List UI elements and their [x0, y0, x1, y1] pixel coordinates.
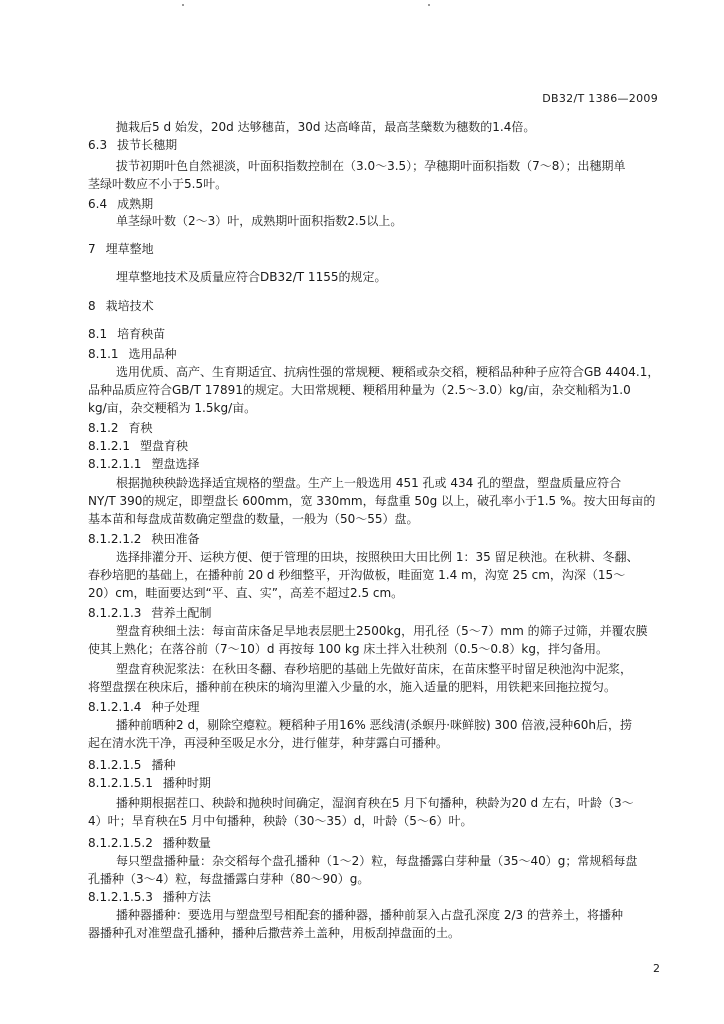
section-title: 播种时期	[162, 776, 211, 790]
paragraph-line: 20）cm，畦面要达到“平、直、实”，高差不超过2.5 cm。	[88, 586, 404, 600]
paragraph-line: 塑盘育秧泥浆法：在秋田冬翻、春秒培肥的基础上先做好苗床，在苗床整平时留足秧池沟中泥浆，	[116, 662, 633, 676]
section-heading	[88, 419, 153, 437]
section-heading	[88, 756, 175, 774]
section-title: 塑盘选择	[151, 457, 200, 471]
section-number: 8.1.2.1.2	[88, 532, 142, 546]
paragraph-line: 选择排灌分开、运秧方便、便于管理的田块，按照秧田大田比例 1：35 留足秧池。在秋耕、冬翻、	[116, 550, 639, 564]
section-heading	[88, 325, 165, 343]
paragraph-line: 单茎绿叶数（2～3）叶，成熟期叶面积指数2.5以上。	[116, 214, 403, 228]
paragraph-line: 塑盘育秧细土法：每亩苗床备足旱地表层肥土2500kg，用孔径（5～7）mm 的筛子过筛，并覆农膜	[116, 624, 648, 638]
page-number: 2	[653, 962, 660, 975]
paragraph-line: kg/亩，杂交粳稻为 1.5kg/亩。	[88, 401, 257, 415]
paragraph-line: 播种前晒种2 d，剔除空瘪粒。粳稻种子用16% 恶线清(杀螟丹·咪鲜胺) 300 倍液,浸种60h后，捞	[116, 718, 632, 732]
paragraph-line: 4）叶；旱育秧在5 月中旬播种，秧龄（30～35）d，叶龄（5～6）叶。	[88, 814, 473, 828]
section-number: 6.4	[88, 197, 108, 211]
section-number: 8.1.2.1.5.2	[88, 836, 153, 850]
section-title: 成熟期	[117, 197, 154, 211]
paragraph-line: 起在清水洗干净，再浸种至吸足水分，进行催芽，种芽露白可播种。	[88, 736, 449, 750]
paragraph-line: 播种器播种：要选用与塑盘型号相配套的播种器，播种前泵入占盘孔深度 2/3 的营养土，将播种	[116, 908, 623, 922]
section-title: 塑盘育秧	[139, 439, 188, 453]
document-code: DB32/T 1386—2009	[542, 92, 658, 105]
paragraph-line: 拔节初期叶色自然褪淡，叶面积指数控制在（3.0～3.5）；孕穗期叶面积指数（7～8）；出穗期单	[116, 159, 626, 173]
section-heading	[88, 604, 211, 622]
paragraph-line: 每只塑盘播种量：杂交稻每个盘孔播种（1～2）粒，每盘播露白芽种量（35～40）g；常规稻每盘	[116, 854, 638, 868]
section-title: 栽培技术	[105, 299, 154, 313]
section-number: 8.1.2.1	[88, 439, 130, 453]
section-number: 8.1.2.1.4	[88, 700, 142, 714]
paragraph-line: 根据抛秧秧龄选择适宜规格的塑盘。生产上一般选用 451 孔或 434 孔的塑盘，塑盘质量应符合	[116, 476, 622, 490]
section-title: 营养土配制	[151, 606, 212, 620]
paragraph-line: 品种品质应符合GB/T 17891的规定。大田常规粳、粳稻用种量为（2.5～3.0）kg/亩，杂交籼稻为1.0	[88, 383, 631, 397]
section-title: 培育秧苗	[117, 327, 166, 341]
section-number: 8.1.2.1.5	[88, 758, 142, 772]
paragraph-line: 选用优质、高产、生育期适宜、抗病性强的常规粳、粳稻或杂交稻，粳稻品种种子应符合GB 4404.1，	[116, 365, 660, 379]
section-heading	[88, 437, 188, 455]
section-heading	[88, 888, 211, 906]
paragraph-line: 基本苗和每盘成苗数确定塑盘的数量，一般为（50～55）盘。	[88, 512, 419, 526]
paragraph-line: 抛栽后5 d 始发，20d 达够穗苗，30d 达高峰苗，最高茎蘖数为穗数的1.4倍。	[116, 120, 536, 134]
scan-speck	[182, 4, 184, 6]
section-heading	[88, 774, 211, 792]
paragraph-line: 使其上熟化；在落谷前（7～10）d 再按每 100 kg 床土拌入壮秧剂（0.5～0.8）kg，拌匀备用。	[88, 642, 608, 656]
section-title: 播种方法	[162, 890, 211, 904]
section-number: 8.1.2.1.1	[88, 457, 142, 471]
section-title: 育秧	[128, 421, 153, 435]
paragraph-line: 茎绿叶数应不小于5.5叶。	[88, 177, 228, 191]
section-heading	[88, 834, 211, 852]
section-title: 选用品种	[128, 347, 177, 361]
section-number: 7	[88, 242, 96, 256]
section-title: 种子处理	[151, 700, 200, 714]
section-number: 8	[88, 299, 96, 313]
paragraph-line: NY/T 390的规定，即塑盘长 600mm，宽 330mm，每盘重 50g 以上，破孔率小于1.5 %。按大田每亩的	[88, 494, 656, 508]
paragraph-line: 将塑盘摆在秧床后，播种前在秧床的墒沟里灌入少量的水，施入适量的肥料，用铁耙来回拖拉搅匀。	[88, 680, 617, 694]
section-title: 播种数量	[162, 836, 211, 850]
section-heading	[88, 195, 153, 213]
section-number: 8.1.2.1.5.3	[88, 890, 153, 904]
paragraph-line: 器播种孔对准塑盘孔播种，播种后撒营养土盖种，用板刮掉盘面的土。	[88, 926, 461, 940]
section-number: 8.1	[88, 327, 108, 341]
section-title: 播种	[151, 758, 176, 772]
section-heading	[88, 240, 154, 258]
section-number: 6.3	[88, 138, 108, 152]
paragraph-line: 播种期根据茬口、秧龄和抛秧时间确定，湿润育秧在5 月下旬播种，秧龄为20 d 左右，叶龄（3～	[116, 796, 634, 810]
section-number: 8.1.1	[88, 347, 119, 361]
section-heading	[88, 136, 177, 154]
section-title: 秧田准备	[151, 532, 200, 546]
section-title: 埋草整地	[105, 242, 154, 256]
scan-speck	[428, 4, 430, 6]
paragraph-line: 孔播种（3～4）粒，每盘播露白芽种（80～90）g。	[88, 872, 370, 886]
paragraph-line: 春秒培肥的基础上，在播种前 20 d 秒细整平，开沟做板，畦面宽 1.4 m，沟宽 25 cm，沟深（15～	[88, 568, 626, 582]
section-number: 8.1.2	[88, 421, 119, 435]
section-heading	[88, 455, 199, 473]
section-heading	[88, 698, 199, 716]
paragraph-line: 埋草整地技术及质量应符合DB32/T 1155的规定。	[116, 270, 387, 284]
section-heading	[88, 345, 177, 363]
section-number: 8.1.2.1.5.1	[88, 776, 153, 790]
section-number: 8.1.2.1.3	[88, 606, 142, 620]
section-heading	[88, 530, 199, 548]
section-title: 拔节长穗期	[117, 138, 178, 152]
section-heading	[88, 297, 154, 315]
